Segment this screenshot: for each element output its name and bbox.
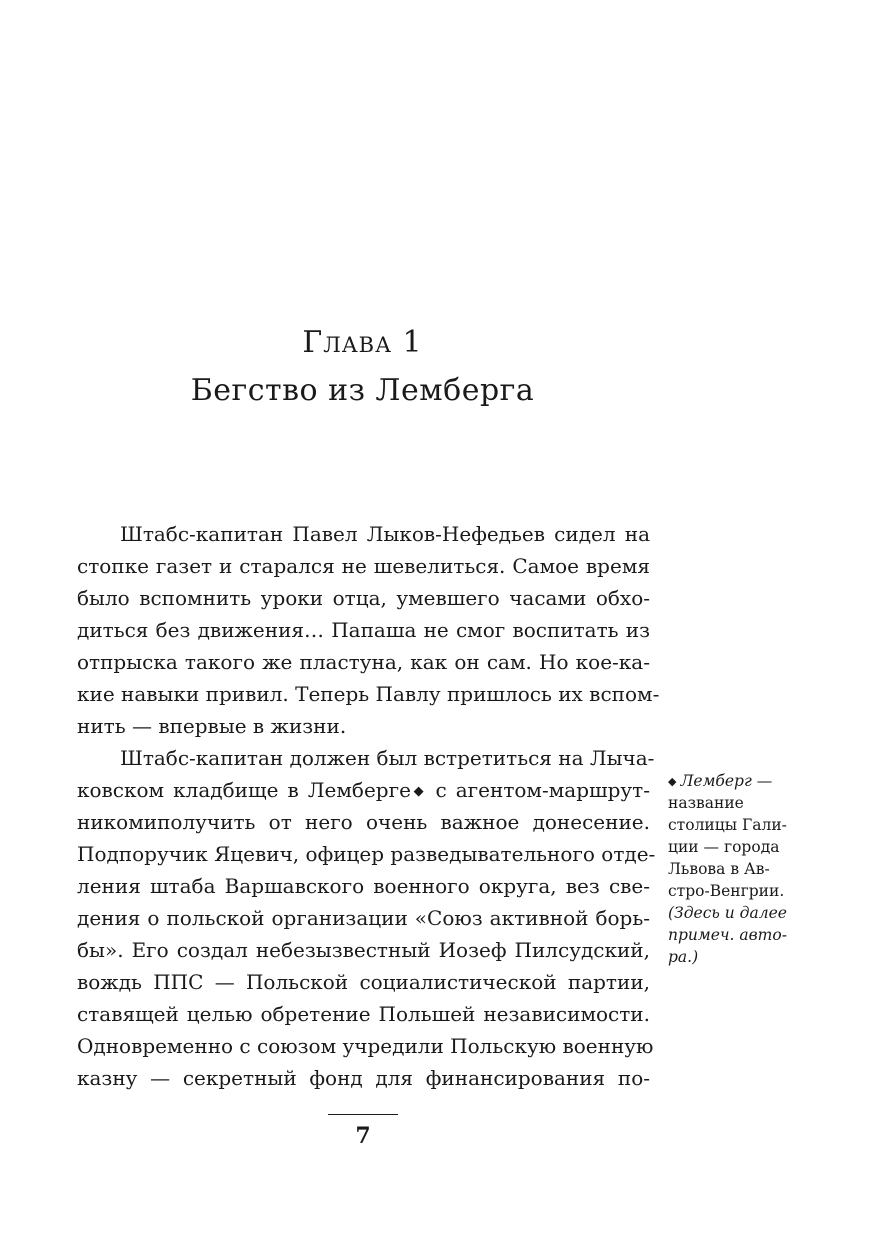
note-line: ции — города <box>668 838 780 856</box>
text-line: стопке газет и старался не шевелиться. Самое время <box>77 554 650 578</box>
text-line: Штабс-капитан Павел Лыков-Нефедьев сидел на <box>120 522 650 546</box>
text-line: было вспомнить уроки отца, умевшего часами обхо- <box>77 586 650 610</box>
footnote-marker-icon: ◆ <box>410 784 427 799</box>
text-fragment: с агентом-маршрут- <box>435 778 651 802</box>
text-line: Подпоручик Яцевич, офицер разведывательного отде- <box>77 842 656 866</box>
text-line: дения о польской организации «Союз активной борь- <box>77 906 650 930</box>
text-line: кие навыки привил. Теперь Павлу пришлось их вспом- <box>77 682 660 706</box>
text-line: Одновременно с союзом учредили Польскую военную <box>77 1034 654 1058</box>
text-line: Штабс-капитан должен был встретиться на Лыча- <box>120 746 655 770</box>
text-line-with-note <box>77 774 650 806</box>
note-line: (Здесь и далее <box>668 904 787 922</box>
note-line: стро-Венгрии. <box>668 882 785 900</box>
page-number-rule <box>328 1114 398 1115</box>
body-text <box>77 518 660 1126</box>
text-line: ления штаба Варшавского военного округа, вез све- <box>77 874 650 898</box>
chapter-number: Глава 1 <box>302 325 423 360</box>
note-line: примеч. авто- <box>668 926 787 944</box>
text-line: нить — впервые в жизни. <box>77 714 347 738</box>
text-line: ставящей целью обретение Польшей независимости. <box>77 1002 650 1026</box>
note-line: название <box>668 794 744 812</box>
text-line: вождь ППС — Польской социалистической партии, <box>77 970 650 994</box>
note-line <box>668 770 798 792</box>
text-line: отпрыска такого же пластуна, как он сам. Но кое-ка- <box>77 650 650 674</box>
chapter-title: Бегство из Лемберга <box>190 373 535 408</box>
note-line: столицы Гали- <box>668 816 787 834</box>
text-line: диться без движения… Папаша не смог воспитать из <box>77 618 650 642</box>
note-line: Львова в Ав- <box>668 860 770 878</box>
margin-note <box>668 770 798 968</box>
page-number: 7 <box>355 1123 371 1149</box>
note-term: Лемберг — <box>680 772 773 790</box>
text-line: никомиполучить от него очень важное донесение. <box>77 810 650 834</box>
text-fragment: ковском кладбище в Лемберге <box>77 778 411 802</box>
footnote-marker-icon: ◆ <box>668 775 677 788</box>
text-line: казну — секретный фонд для финансирования по- <box>77 1066 650 1090</box>
note-line: ра.) <box>668 948 699 966</box>
text-line: бы». Его создал небезызвестный Иозеф Пилсудский, <box>77 938 650 962</box>
